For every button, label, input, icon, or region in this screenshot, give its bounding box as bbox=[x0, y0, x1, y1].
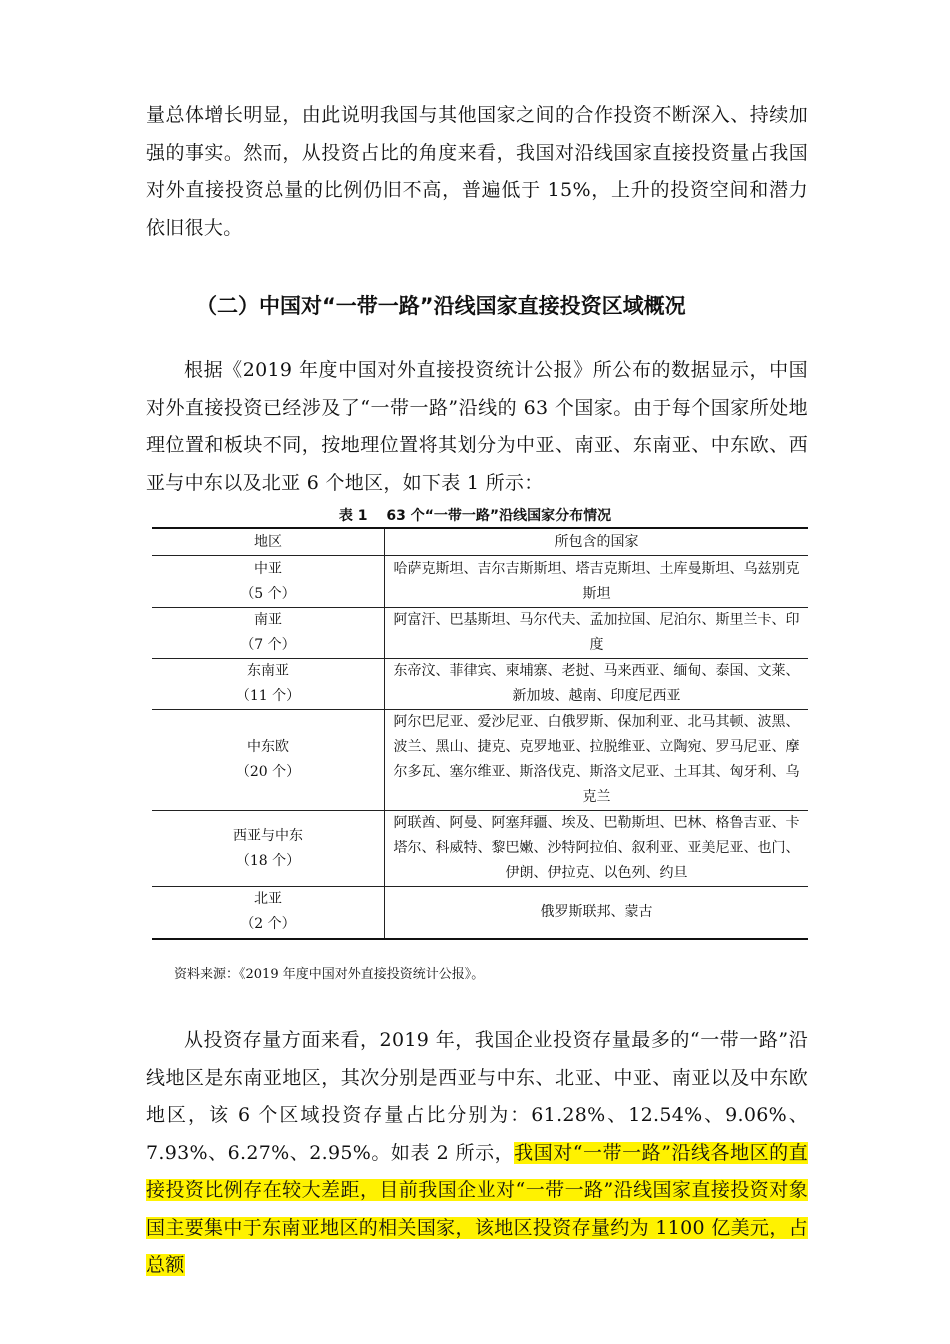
table-caption: 表 1 63 个“一带一路”沿线国家分布情况 bbox=[338, 508, 612, 524]
countries-cell: 阿联酋、阿曼、阿塞拜疆、埃及、巴勒斯坦、巴林、格鲁吉亚、卡塔尔、科威特、黎巴嫩、沙特阿拉伯、叙利亚、亚美尼亚、也门、伊朗、伊拉克、以色列、约旦 bbox=[385, 811, 809, 887]
paragraph-text: 从投资存量方面来看，2019 年，我国企业投资存量最多的“一带一路”沿线地区是东南亚地区，其次分别是西亚与中东、北亚、中亚、南亚以及中东欧地区，该 6 个区域投资存量占比分别为：61.28%、12.54%、9.06%、7.93%、6.27%、2.95%。如表 2 所示， bbox=[146, 1029, 808, 1164]
paragraph-region-division: 根据《2019 年度中国对外直接投资统计公报》所公布的数据显示，中国对外直接投资已经涉及了“一带一路”沿线的 63 个国家。由于每个国家所处地理位置和板块不同，按地理位置将其划分为中亚、南亚、东南亚、中东欧、西亚与中东以及北亚 6 个地区，如下表 1 所示： bbox=[146, 359, 808, 494]
table-row bbox=[152, 811, 808, 887]
source-note: 资料来源：《2019 年度中国对外直接投资统计公报》。 bbox=[174, 967, 485, 982]
table-row bbox=[152, 556, 808, 608]
countries-cell: 哈萨克斯坦、吉尔吉斯斯坦、塔吉克斯坦、土库曼斯坦、乌兹别克斯坦 bbox=[385, 556, 809, 608]
table-row bbox=[152, 887, 808, 939]
region-count: （5 个） bbox=[240, 585, 296, 602]
table-header-row bbox=[152, 528, 808, 556]
region-count: （18 个） bbox=[235, 852, 301, 869]
table-row bbox=[152, 659, 808, 710]
section-heading: （二）中国对“一带一路”沿线国家直接投资区域概况 bbox=[196, 294, 686, 318]
header-countries: 所包含的国家 bbox=[385, 528, 809, 556]
countries-cell: 阿尔巴尼亚、爱沙尼亚、白俄罗斯、保加利亚、北马其顿、波黑、波兰、黑山、捷克、克罗地亚、拉脱维亚、立陶宛、罗马尼亚、摩尔多瓦、塞尔维亚、斯洛伐克、斯洛文尼亚、土耳其、匈牙利、乌克兰 bbox=[385, 710, 809, 811]
region-distribution-table bbox=[152, 527, 808, 940]
countries-cell: 俄罗斯联邦、蒙古 bbox=[385, 887, 809, 939]
region-name: 南亚 bbox=[254, 612, 282, 628]
countries-cell: 阿富汗、巴基斯坦、马尔代夫、孟加拉国、尼泊尔、斯里兰卡、印度 bbox=[385, 608, 809, 659]
paragraph-investment-share: 量总体增长明显，由此说明我国与其他国家之间的合作投资不断深入、持续加强的事实。然而，从投资占比的角度来看，我国对沿线国家直接投资量占我国对外直接投资总量的比例仍旧不高，普遍低于 15%，上升的投资空间和潜力依旧很大。 bbox=[146, 104, 808, 239]
region-name: 中亚 bbox=[254, 560, 282, 577]
header-region: 地区 bbox=[152, 528, 385, 556]
region-cell bbox=[152, 811, 385, 887]
region-name: 北亚 bbox=[254, 891, 282, 908]
region-count: （11 个） bbox=[235, 688, 301, 704]
region-cell bbox=[152, 887, 385, 939]
region-cell bbox=[152, 659, 385, 710]
region-count: （7 个） bbox=[240, 637, 296, 653]
region-name: 中东欧 bbox=[247, 739, 289, 755]
region-name: 西亚与中东 bbox=[233, 827, 303, 844]
region-cell bbox=[152, 556, 385, 608]
region-name: 东南亚 bbox=[247, 663, 289, 679]
highlighted-text: 我国对“一带一路”沿线各地区的直接投资比例存在较大差距，目前我国企业对“一带一路”沿线国家直接投资对象国主要集中于东南亚地区的相关国家，该地区投资存量约为 1100 亿美元，占总额 bbox=[146, 1141, 808, 1276]
table-row bbox=[152, 710, 808, 811]
region-count: （20 个） bbox=[235, 764, 301, 780]
countries-cell: 东帝汶、菲律宾、柬埔寨、老挝、马来西亚、缅甸、泰国、文莱、新加坡、越南、印度尼西亚 bbox=[385, 659, 809, 710]
paragraph-investment-stock bbox=[146, 1022, 808, 1285]
region-count: （2 个） bbox=[240, 916, 296, 933]
table-row bbox=[152, 608, 808, 659]
region-cell bbox=[152, 608, 385, 659]
region-cell bbox=[152, 710, 385, 811]
